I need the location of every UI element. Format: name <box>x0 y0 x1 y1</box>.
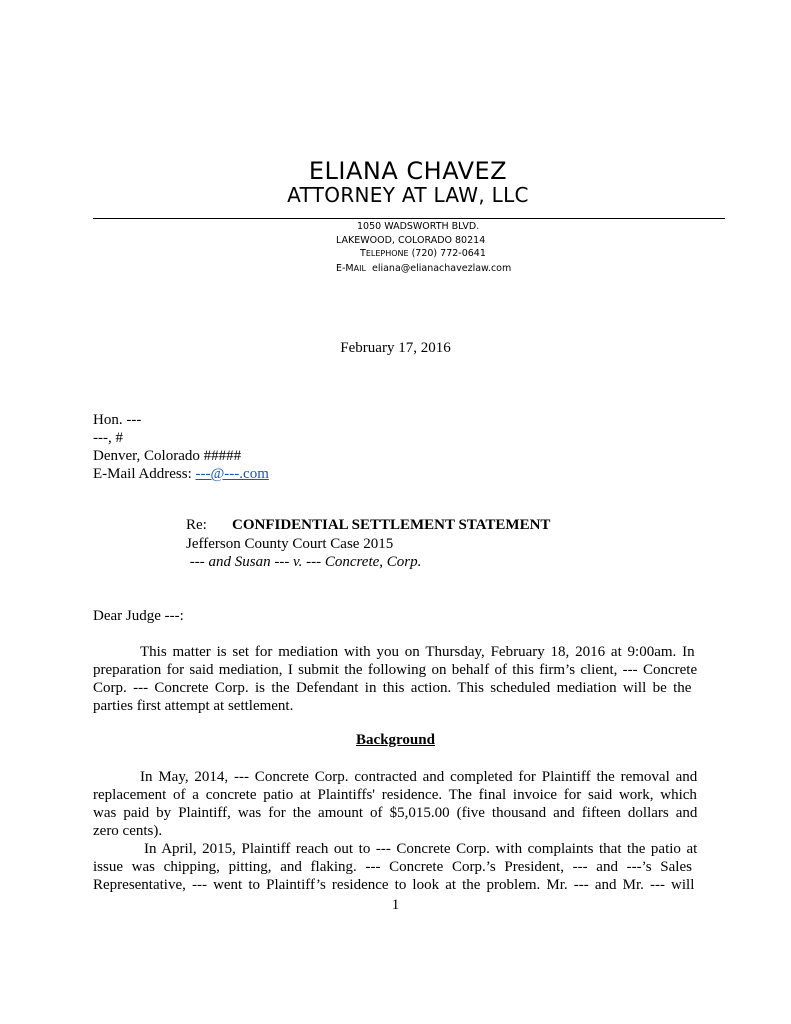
background-p2-line-2: issue was chipping, pitting, and flaking. --- Concrete Corp.’s President, --- and ---’s Sales <box>93 859 692 875</box>
background-p2-line-1: In April, 2015, Plaintiff reach out to --- Concrete Corp. with complaints that the patio at <box>144 841 698 857</box>
recipient-email-line <box>93 465 269 483</box>
re-parties-line: --- and Susan --- v. --- Concrete, Corp. <box>186 554 422 570</box>
re-case-line: Jefferson County Court Case 2015 <box>186 536 394 552</box>
telephone-label-initial: T <box>360 248 366 259</box>
recipient-city-line: Denver, Colorado ##### <box>93 448 242 464</box>
background-p1-line-3: was paid by Plaintiff, was for the amount of $5,015.00 (five thousand and fifteen dollars and <box>93 805 698 821</box>
intro-line-3: Corp. --- Concrete Corp. is the Defendant in this action. This scheduled mediation will be the <box>93 680 692 696</box>
letterhead-name: ELIANA CHAVEZ <box>308 157 508 185</box>
letterhead-divider <box>93 218 725 219</box>
re-title: CONFIDENTIAL SETTLEMENT STATEMENT <box>232 517 551 533</box>
intro-line-1: This matter is set for mediation with you on Thursday, February 18, 2016 at 9:00am. In <box>140 644 695 660</box>
page-number: 1 <box>391 897 400 913</box>
recipient-address-line: ---, # <box>93 430 123 446</box>
telephone-label-rest: ELEPHONE <box>365 249 409 258</box>
letter-date: February 17, 2016 <box>340 340 451 356</box>
intro-line-2: preparation for said mediation, I submit the following on behalf of this firm’s client, --- Concrete <box>93 662 698 678</box>
recipient-email-link[interactable]: ---@---.com <box>195 466 269 482</box>
address-line-city: LAKEWOOD, COLORADO 80214 <box>336 235 486 246</box>
intro-line-4: parties first attempt at settlement. <box>93 698 294 714</box>
re-label: Re: <box>186 517 207 533</box>
email-label-initial: E-M <box>336 263 354 274</box>
background-p2-line-3: Representative, --- went to Plaintiff’s residence to look at the problem. Mr. --- and Mr. --- will <box>93 877 695 893</box>
background-p1-line-2: replacement of a concrete patio at Plaintiffs' residence. The final invoice for said work, which <box>93 787 697 803</box>
telephone-number: (720) 772-0641 <box>411 248 486 259</box>
telephone-line <box>360 247 486 261</box>
section-heading-background: Background <box>356 732 435 748</box>
letterhead-email: eliana@elianachavezlaw.com <box>371 263 512 274</box>
recipient-name: Hon. --- <box>93 412 142 428</box>
email-label-rest: AIL <box>353 264 366 273</box>
email-line <box>336 262 511 276</box>
address-line-street: 1050 WADSWORTH BLVD. <box>357 221 480 232</box>
background-p1-line-1: In May, 2014, --- Concrete Corp. contracted and completed for Plaintiff the removal and <box>140 769 698 785</box>
letterhead-firm: ATTORNEY AT LAW, LLC <box>287 183 529 207</box>
background-p1-line-4: zero cents). <box>93 823 163 839</box>
salutation: Dear Judge ---: <box>93 608 184 624</box>
recipient-email-label: E-Mail Address: <box>93 466 196 482</box>
